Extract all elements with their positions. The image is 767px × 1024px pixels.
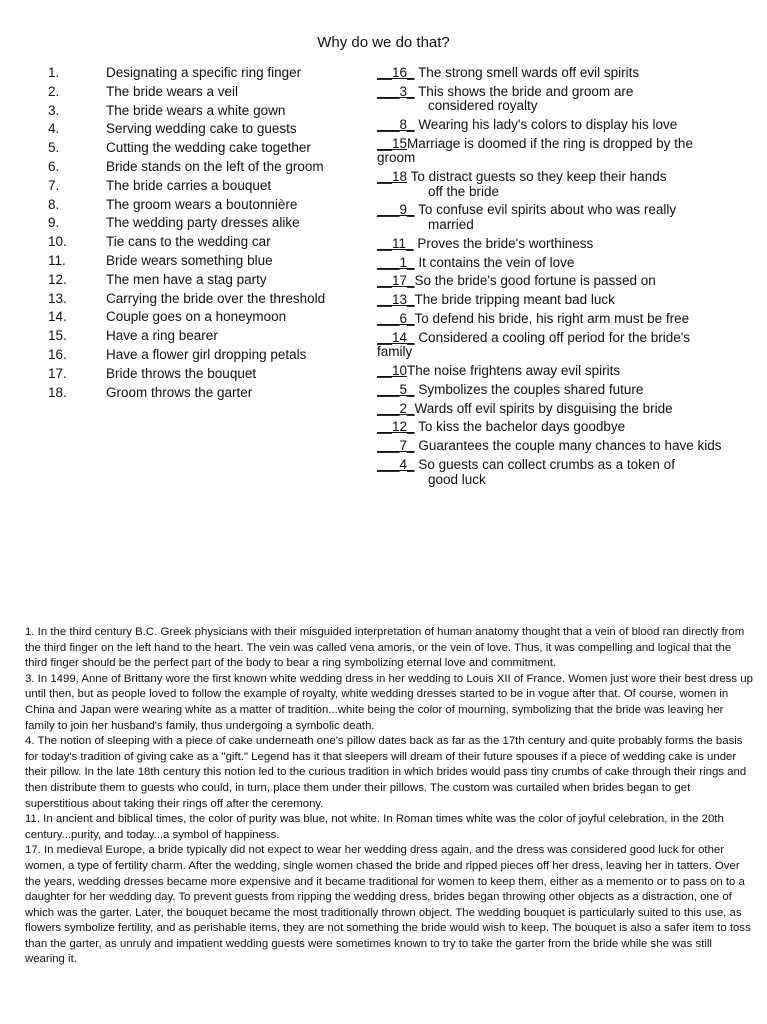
custom-text: Have a flower girl dropping petals: [106, 346, 307, 362]
custom-text: Designating a specific ring finger: [106, 65, 302, 80]
custom-item: [0, 365, 380, 384]
custom-text: The groom wears a boutonnière: [106, 196, 298, 212]
reason-text: So guests can collect crumbs as a token of: [418, 457, 675, 473]
reason-text: Marriage is doomed if the ring is dropped by the: [407, 135, 693, 151]
reason-item: [377, 135, 752, 168]
custom-text: The men have a stag party: [106, 271, 267, 287]
custom-text: Carrying the bride over the threshold: [106, 290, 326, 306]
custom-text: Tie cans to the wedding car: [106, 234, 271, 250]
answer-blank[interactable]: __14_: [377, 329, 415, 345]
custom-item: [0, 120, 380, 139]
custom-item: [0, 64, 380, 83]
reason-text: The bride tripping meant bad luck: [414, 292, 615, 308]
custom-text: The bride carries a bouquet: [106, 177, 272, 193]
reason-continuation: considered royalty: [428, 98, 538, 114]
custom-text: Cutting the wedding cake together: [106, 140, 311, 156]
custom-number: 5.: [48, 140, 60, 156]
custom-number: 9.: [48, 215, 60, 231]
custom-text: Bride wears something blue: [106, 252, 273, 268]
reason-text: Proves the bride's worthiness: [417, 235, 594, 251]
answer-blank[interactable]: __18: [377, 169, 408, 185]
custom-text: Bride stands on the left of the groom: [106, 158, 324, 174]
reason-continuation: good luck: [428, 471, 486, 487]
reason-item: [377, 456, 752, 489]
answer-blank[interactable]: ___7_: [377, 438, 415, 454]
reason-continuation: married: [428, 216, 474, 232]
reason-text: The noise frightens away evil spirits: [407, 363, 621, 379]
custom-text: Groom throws the garter: [106, 384, 253, 400]
custom-text: Have a ring bearer: [106, 328, 218, 344]
reason-text: Wearing his lady's colors to display his love: [418, 117, 678, 133]
custom-item: [0, 139, 380, 158]
page-title: Why do we do that?: [317, 34, 450, 51]
custom-number: 12.: [48, 271, 67, 287]
reason-item: [377, 116, 752, 135]
custom-item: [0, 290, 380, 309]
reason-continuation: groom: [377, 150, 416, 166]
reason-item: [377, 418, 752, 437]
reason-item: [377, 168, 752, 201]
custom-item: [0, 308, 380, 327]
note-paragraph: 17. In medieval Europe, a bride typically did not expect to wear her wedding dress again, and the dress was considered good luck for other women, a type of fertility charm. After the wedding, single women chased the bride and ripped pieces off her dress, leaving her in tatters. Over the years, wedding dresses became more expensive and it became traditional for women to keep them, either as a memento or to pass on to a daughter for her wedding day. To prevent guests from ripping the wedding dress, brides began throwing other objects as a distraction, one of which was the garter. Later, the bouquet became the most traditionally thrown object. The wedding bouquet is particularly suited to this use, as flowers symbolize fertility, and as perishable items, they are not something the bride would wish to keep. The bouquet is also a safer item to toss than the garter, as unruly and impatient wedding guests were sometimes known to try to take the garter from the bride while she was still wearing it.: [25, 844, 751, 966]
custom-text: Bride throws the bouquet: [106, 365, 257, 381]
answer-blank[interactable]: __16_: [377, 65, 415, 80]
custom-item: [0, 83, 380, 102]
custom-item: [0, 102, 380, 121]
custom-text: Serving wedding cake to guests: [106, 121, 297, 137]
answer-blank[interactable]: ___8_: [377, 117, 415, 133]
custom-number: 1.: [48, 65, 60, 80]
reason-text: It contains the vein of love: [418, 254, 575, 270]
custom-text: Couple goes on a honeymoon: [106, 309, 287, 325]
custom-item: [0, 177, 380, 196]
reason-item: [377, 362, 752, 381]
note-paragraph: 4. The notion of sleeping with a piece of cake underneath one's pillow dates back as far as the 17th century and quite probably forms the basis for today's tradition of giving cake as a "gift." Legend has it that sleepers will dream of their future spouses if a piece of wedding cake is under their pillow. In the late 18th century this notion led to the curious tradition in which brides would pass tiny crumbs of cake through their rings and then distribute them to guests who could, in turn, place them under their pillows. The custom was curtailed when brides began to get superstitious about taking their rings off after the ceremony.: [25, 735, 747, 810]
reason-item: [377, 291, 752, 310]
reason-item: [377, 83, 752, 116]
custom-item: [0, 346, 380, 365]
answer-blank[interactable]: __11_: [377, 235, 414, 251]
answer-blank[interactable]: ___3_: [377, 83, 415, 99]
custom-item: [0, 233, 380, 252]
custom-number: 16.: [48, 346, 67, 362]
note-paragraph: 3. In 1499, Anne of Brittany wore the first known white wedding dress in her wedding to Louis XII of France. Women just wore their best dress up until then, but as people loved to follow the example of royalty, white wedding dresses started to be in vogue after that. Of course, women in China and Japan were wearing white as a matter of tradition...white being the color of mourning, symbolizing that the bride was leaving her family to join her husband's family, thus undergoing a symbolic death.: [25, 672, 753, 732]
answer-blank[interactable]: ___6_: [377, 310, 415, 326]
answer-blank[interactable]: __15: [377, 135, 408, 151]
reason-text: Wards off evil spirits by disguising the bride: [414, 400, 673, 416]
reason-text: To distract guests so they keep their hands: [410, 169, 667, 185]
note-paragraph: 11. In ancient and biblical times, the color of purity was blue, not white. In Roman times white was the color of joyful celebration, in the 20th century...purity, and today...a symbol of happiness.: [25, 813, 724, 841]
customs-list: [0, 64, 380, 402]
custom-number: 14.: [48, 309, 67, 325]
reason-text: To confuse evil spirits about who was really: [418, 202, 677, 218]
note-paragraph: 1. In the third century B.C. Greek physicians with their misguided interpretation of human anatomy thought that a vein of blood ran directly from the third finger on the left hand to the heart. The vein was called vena amoris, or the vein of love. Thus, it was compelling and logical that the third finger should be the perfect part of the body to bear a ring symbolizing eternal love and commitment.: [25, 626, 745, 670]
answer-blank[interactable]: __10: [377, 363, 408, 379]
answer-blank[interactable]: __12_: [377, 419, 415, 435]
custom-item: [0, 158, 380, 177]
answer-blank[interactable]: __17_: [377, 273, 415, 289]
reason-item: [377, 310, 752, 329]
reason-item: [377, 254, 752, 273]
custom-number: 10.: [48, 234, 67, 250]
reason-item: [377, 381, 752, 400]
reason-text: Guarantees the couple many chances to have kids: [418, 438, 722, 454]
custom-number: 17.: [48, 365, 67, 381]
answer-blank[interactable]: ___2_: [377, 400, 415, 416]
reason-item: [377, 235, 752, 254]
custom-number: 8.: [48, 196, 60, 212]
reason-item: [377, 64, 752, 83]
reason-text: Considered a cooling off period for the bride's: [418, 329, 691, 345]
custom-text: The bride wears a veil: [106, 83, 239, 99]
reason-text: So the bride's good fortune is passed on: [414, 273, 656, 289]
answer-blank[interactable]: __13_: [377, 292, 415, 308]
custom-number: 13.: [48, 290, 67, 306]
reasons-list: [377, 64, 752, 489]
reason-item: [377, 400, 752, 419]
custom-number: 15.: [48, 328, 67, 344]
reason-item: [377, 437, 752, 456]
custom-number: 4.: [48, 121, 60, 137]
custom-number: 6.: [48, 158, 60, 174]
custom-number: 3.: [48, 102, 60, 118]
reason-item: [377, 329, 752, 362]
custom-item: [0, 271, 380, 290]
reason-text: This shows the bride and groom are: [418, 83, 634, 99]
reason-item: [377, 201, 752, 234]
custom-number: 7.: [48, 177, 60, 193]
reason-text: To defend his bride, his right arm must be free: [414, 310, 690, 326]
custom-item: [0, 214, 380, 233]
custom-item: [0, 327, 380, 346]
custom-item: [0, 384, 380, 403]
custom-text: The bride wears a white gown: [106, 102, 286, 118]
custom-item: [0, 196, 380, 215]
custom-item: [0, 252, 380, 271]
custom-text: The wedding party dresses alike: [106, 215, 300, 231]
reason-item: [377, 272, 752, 291]
answer-blank[interactable]: ___4_: [377, 457, 415, 473]
reason-text: To kiss the bachelor days goodbye: [418, 419, 626, 435]
answer-blank[interactable]: ___1_: [377, 254, 415, 270]
reason-continuation: off the bride: [428, 183, 500, 199]
custom-number: 2.: [48, 83, 60, 99]
answer-blank[interactable]: ___5_: [377, 381, 415, 397]
reason-continuation: family: [377, 344, 413, 360]
explanation-notes: [25, 625, 753, 968]
answer-blank[interactable]: ___9_: [377, 202, 415, 218]
custom-number: 18.: [48, 384, 67, 400]
custom-number: 11.: [48, 252, 66, 268]
reason-text: Symbolizes the couples shared future: [418, 381, 644, 397]
reason-text: The strong smell wards off evil spirits: [418, 65, 640, 80]
